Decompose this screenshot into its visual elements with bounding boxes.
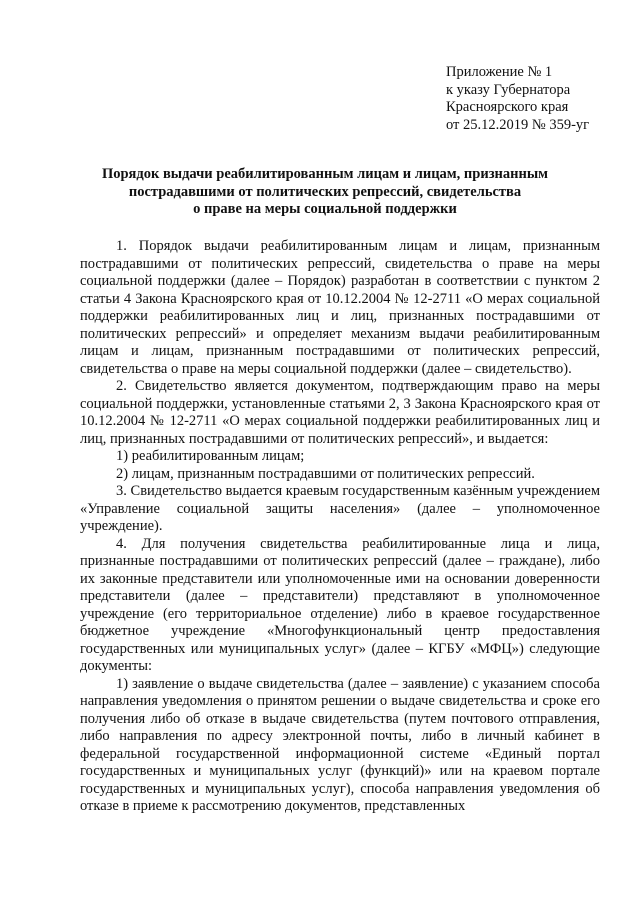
annex-header bbox=[446, 64, 626, 134]
document-body bbox=[80, 238, 600, 816]
annex-date-number: от 25.12.2019 № 359-уг bbox=[446, 116, 590, 133]
document-title bbox=[90, 166, 560, 219]
list-item-documents-1: 1) заявление о выдаче свидетельства (далее – заявление) с указанием способа направления уведомления о принятом решении о выдаче свидетельства и сроке его получения либо об отказе в выдаче свидетельства (путем почтового отправления, либо направления по адресу электронной почты, либо в личный кабинет в федеральной государственной информационной системе «Единый портал государственных и муниципальных услуг (функций)» или на краевом портале государственных и муниципальных услуг), способа направления уведомления об отказе в приеме к рассмотрению документов, представленных bbox=[80, 675, 600, 814]
title-line-2: пострадавшими от политических репрессий, свидетельства bbox=[128, 183, 522, 200]
paragraph-3: 3. Свидетельство выдается краевым государственным казённым учреждением «Управление социальной защиты населения» (далее – уполномоченное учреждение). bbox=[80, 483, 600, 534]
list-item-1: 1) реабилитированным лицам; bbox=[116, 448, 305, 464]
list-item-2: 2) лицам, признанным пострадавшими от политических репрессий. bbox=[116, 465, 535, 482]
annex-number: Приложение № 1 bbox=[446, 64, 553, 80]
paragraph-2: 2. Свидетельство является документом, подтверждающим право на меры социальной поддержки, установленные статьями 2, 3 Закона Красноярского края от 10.12.2004 № 12-2711 «О мерах социальной поддержки реабилитированных лиц и лиц, признанных пострадавшими от политических репрессий», и выдается: bbox=[80, 378, 600, 447]
paragraph-4: 4. Для получения свидетельства реабилитированные лица и лица, признанные пострадавшими от политических репрессий (далее – граждане), либо их законные представители или уполномоченные ими на основании доверенности представители (далее – представители) представляют в уполномоченное учреждение (его территориальное отделение) либо в краевое государственное бюджетное учреждение «Многофункциональный центр предоставления государственных или муниципальных услуг» (далее – КГБУ «МФЦ») следующие документы: bbox=[80, 535, 600, 674]
annex-decree-ref: к указу Губернатора bbox=[446, 81, 571, 98]
title-line-1: Порядок выдачи реабилитированным лицам и лицам, признанным bbox=[101, 166, 549, 182]
title-line-3: о праве на меры социальной поддержки bbox=[193, 201, 457, 217]
annex-region: Красноярского края bbox=[446, 99, 569, 115]
paragraph-1: 1. Порядок выдачи реабилитированным лицам и лицам, признанным пострадавшими от политических репрессий, свидетельства о праве на меры социальной поддержки (далее – Порядок) разработан в соответствии с пунктом 2 статьи 4 Закона Красноярского края от 10.12.2004 № 12-2711 «О мерах социальной поддержки реабилитированных лиц и лиц, признанных пострадавшими от политических репрессий» и определяет механизм выдачи реабилитированным лицам и лицам, признанным пострадавшими от политических репрессий, свидетельства о праве на меры социальной поддержки (далее – свидетельство). bbox=[80, 238, 600, 377]
